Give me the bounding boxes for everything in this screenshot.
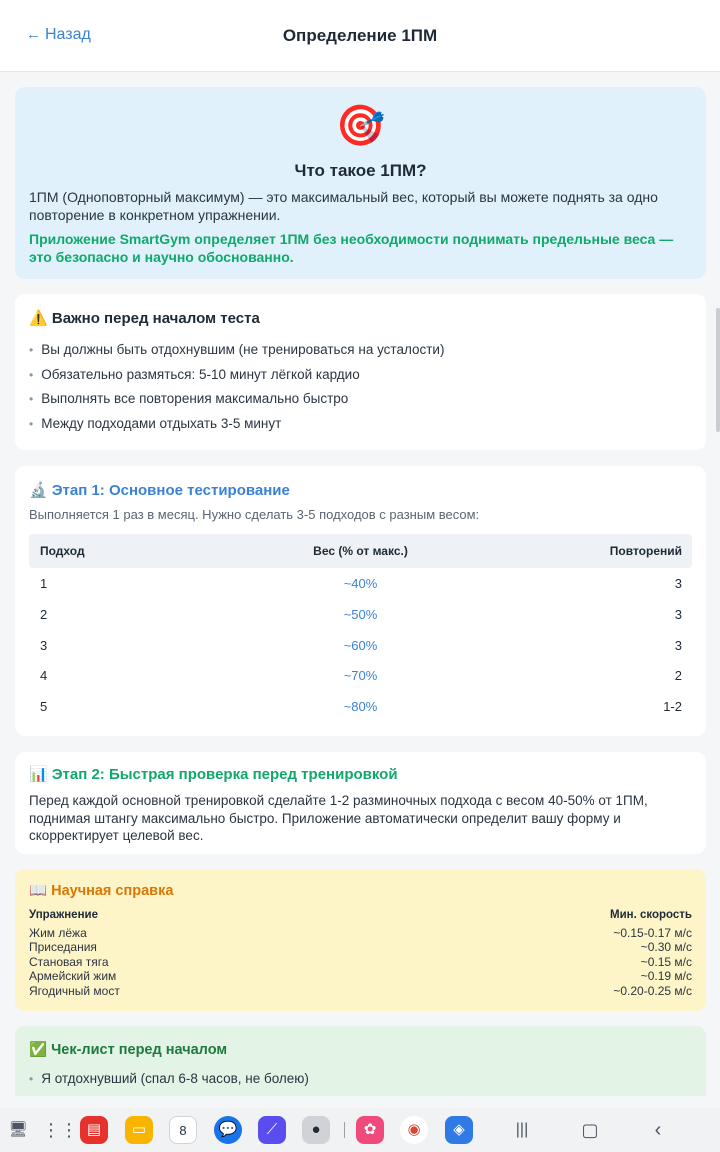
stage1-card [15,466,706,736]
reps-cell: 1-2 [663,699,682,715]
set-cell: 2 [40,606,48,622]
warning-card [15,294,706,450]
microscope-icon: 🔬 [29,482,48,499]
scrollbar[interactable] [716,308,720,432]
warning-list [29,340,692,438]
list-item: • Вы должны быть отдохнувшим (не тренироваться на усталости) [29,342,445,357]
taskbar-divider [344,1122,345,1138]
list-item: • Обязательно размяться: 5-10 минут лёгкой кардио [29,366,360,382]
chrome-app-icon[interactable]: ◉ [400,1116,428,1144]
weight-cell: ~70% [343,668,378,684]
recents-icon[interactable]: ||| [515,1121,529,1138]
science-rows [29,926,692,998]
info-highlight: Приложение SmartGym определяет 1ПМ без необходимости поднимать предельные веса — это безопасно и научно обоснованно. [29,231,674,265]
list-item: • Между подходами отдыхать 3-5 минут [29,415,282,431]
column-header: Подход [40,544,85,558]
weight-cell: ~50% [343,606,378,622]
checklist-card [15,1026,706,1096]
table-row: Ягодичный мост ~0.20-0.25 м/с [29,983,692,998]
stage1-title: 🔬 Этап 1: Основное тестирование [29,482,290,499]
back-label: Назад [45,26,91,43]
list-item: • Выполнять все повторения максимально быстро [29,391,349,406]
weight-cell: ~40% [343,576,378,591]
column-header: Мин. скорость [609,909,692,921]
science-title: 📖 Научная справка [29,883,174,899]
reps-cell: 3 [674,606,682,622]
page-title: Определение 1ПМ [282,26,438,45]
set-cell: 1 [40,576,48,591]
column-header: Упражнение [29,909,98,921]
checklist-title: ✅ Чек-лист перед началом [29,1042,228,1058]
column-header: Повторений [609,544,682,558]
camera-app-icon[interactable]: ● [302,1116,330,1144]
stage2-title: 📊 Этап 2: Быстрая проверка перед тренировкой [29,766,398,783]
set-cell: 3 [40,637,48,653]
reps-cell: 3 [674,576,682,591]
files-app-icon[interactable]: ▭ [125,1116,153,1144]
list-item[interactable]: • Я отдохнувший (спал 6-8 часов, не болею) [29,1071,309,1086]
info-card [15,87,706,279]
calendar-app-icon[interactable]: 8 [169,1116,197,1144]
table-row [29,599,692,630]
table-row: Жим лёжа ~0.15-0.17 м/с [29,926,692,940]
taskbar [0,1108,720,1152]
check-icon: ✅ [29,1042,48,1058]
browser-app-icon[interactable]: ⟋ [258,1116,286,1144]
set-cell: 4 [40,668,48,684]
stage1-subtitle: Выполняется 1 раз в месяц. Нужно сделать 3-5 подходов с разным весом: [29,507,480,522]
stack-app-icon[interactable]: ◈ [445,1116,473,1144]
science-card [15,869,706,1011]
table-row [29,568,692,599]
app-header [0,0,720,72]
table-row: Армейский жим ~0.19 м/с [29,969,692,984]
checklist-list [29,1069,692,1094]
stage2-text: Перед каждой основной тренировкой сделайте 1-2 разминочных подхода с весом 40-50% от 1ПМ, поднимая штангу максимально быстро. Приложение автоматически определит вашу форму и скорректирует целевой вес. [29,793,648,843]
table-header [29,534,692,568]
back-nav-icon[interactable]: ‹ [654,1119,662,1141]
weight-cell: ~80% [343,699,378,715]
table-row: Становая тяга ~0.15 м/с [29,954,692,969]
column-header: Вес (% от макс.) [313,544,408,558]
reps-cell: 2 [674,668,682,684]
gallery-app-icon[interactable]: ✿ [356,1116,384,1144]
stage2-card [15,752,706,854]
messages-app-icon[interactable]: 💬 [214,1116,242,1144]
screen-icon[interactable]: 🖥 [8,1121,28,1138]
warning-icon: ⚠️ [29,310,48,327]
app-grid-icon[interactable]: ⋮⋮ [42,1120,78,1140]
info-title: Что такое 1ПМ? [294,161,427,180]
table-row [29,660,692,691]
warning-title: ⚠️ Важно перед началом теста [29,310,260,327]
target-icon: 🎯 [335,104,386,148]
notes-app-icon[interactable]: ▤ [80,1116,108,1144]
table-row [29,630,692,661]
weight-cell: ~60% [343,637,378,653]
stage1-table [29,534,692,722]
arrow-left-icon: ← [26,26,41,43]
home-icon[interactable]: ▢ [581,1120,599,1140]
bar-chart-icon: 📊 [29,766,48,783]
science-header [29,909,692,921]
set-cell: 5 [40,699,48,715]
table-row: Приседания ~0.30 м/с [29,940,692,955]
reps-cell: 3 [674,637,682,653]
table-row [29,691,692,722]
book-icon: 📖 [29,883,48,899]
info-text: 1ПМ (Одноповторный максимум) — это максимальный вес, который вы можете поднять за одно повторение в конкретном упражнении. [29,189,658,223]
